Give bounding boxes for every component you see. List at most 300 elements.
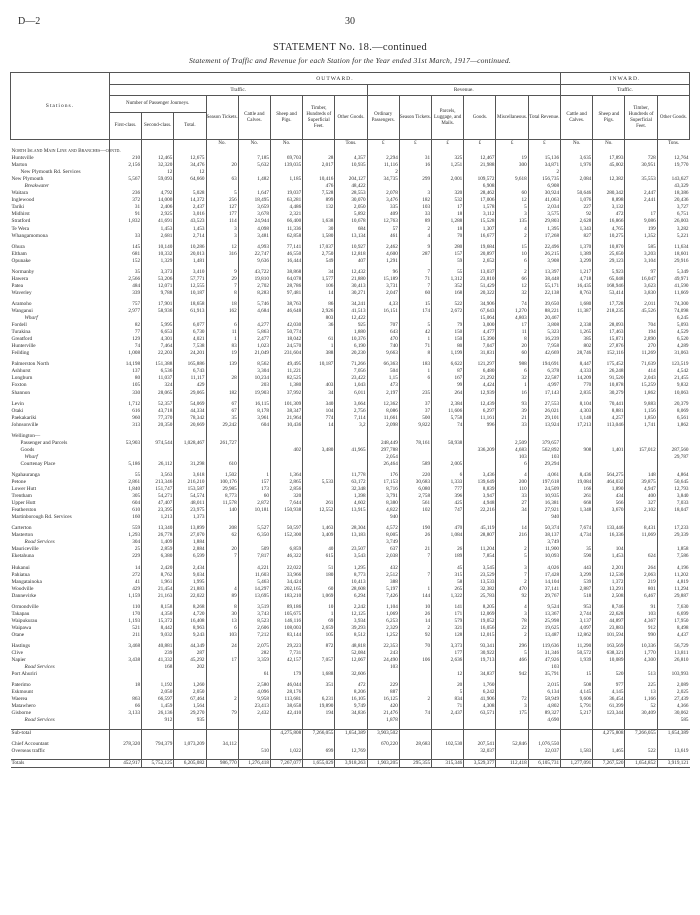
value-cell: 6,350: [238, 532, 270, 539]
value-cell: 1,580: [303, 233, 335, 240]
value-cell: 52,846: [496, 741, 528, 748]
value-cell: 339: [109, 290, 141, 297]
value-cell: 7,056: [335, 368, 367, 375]
value-cell: 23,422: [335, 375, 367, 382]
table-row: [11, 671, 690, 678]
header-passenger-journeys: Number of Passenger Journeys.: [109, 96, 206, 113]
value-cell: 4,367: [625, 618, 657, 625]
value-cell: [561, 454, 593, 461]
value-cell: 6: [206, 625, 238, 632]
value-cell: 1,069: [303, 593, 335, 600]
value-cell: 13,037: [464, 269, 496, 276]
value-cell: 3: [496, 565, 528, 572]
value-cell: 97: [625, 269, 657, 276]
value-cell: 34,836: [335, 710, 367, 717]
station-name: Masterton: [11, 532, 33, 539]
value-cell: 8,963: [174, 625, 206, 632]
value-cell: 14,209: [561, 375, 593, 382]
table-row: [11, 244, 690, 251]
value-cell: [399, 565, 431, 572]
value-cell: 5: [496, 553, 528, 560]
value-cell: [432, 729, 464, 737]
value-cell: 52: [625, 703, 657, 710]
value-cell: 6,730: [174, 329, 206, 336]
table-row: [11, 269, 690, 276]
station-name: Overseas traffic: [11, 747, 46, 754]
value-cell: 1,840: [109, 486, 141, 493]
value-cell: 5,186: [109, 461, 141, 468]
table-row: [11, 422, 690, 429]
value-cell: 41,332: [142, 657, 174, 664]
value-cell: 14,372: [174, 197, 206, 204]
value-cell: [464, 169, 496, 176]
value-cell: 1: [399, 368, 431, 375]
value-cell: 10,181: [238, 507, 270, 514]
value-cell: 1,307: [464, 226, 496, 233]
value-cell: [528, 148, 560, 155]
value-cell: 53,903: [109, 440, 141, 447]
value-cell: 6,077: [174, 322, 206, 329]
value-cell: [270, 664, 302, 671]
value-cell: 103,993: [657, 671, 689, 678]
value-cell: 3,359: [238, 657, 270, 664]
header-cattle-inward: Cattle and Calves.: [561, 96, 593, 140]
value-cell: 2,628: [561, 218, 593, 225]
value-cell: 17,728: [593, 301, 625, 308]
value-cell: 22,138: [528, 290, 560, 297]
value-cell: 15,528: [464, 218, 496, 225]
value-cell: 643: [367, 329, 399, 336]
value-cell: 7,630: [657, 604, 689, 611]
value-cell: 801: [625, 586, 657, 593]
value-cell: 2,015: [528, 682, 560, 689]
value-cell: 7: [399, 283, 431, 290]
value-cell: 2,462: [367, 244, 399, 251]
value-cell: 6,599: [174, 553, 206, 560]
value-cell: 500: [399, 415, 431, 422]
value-cell: 1,252: [367, 632, 399, 639]
value-cell: [367, 183, 399, 190]
value-cell: 11,161: [464, 415, 496, 422]
value-cell: 16,056: [464, 625, 496, 632]
value-cell: 12: [206, 244, 238, 251]
value-cell: [625, 148, 657, 155]
value-cell: 6,622: [432, 361, 464, 368]
value-cell: [335, 514, 367, 521]
value-cell: 1,276,418: [238, 759, 270, 767]
value-cell: 6,536: [142, 368, 174, 375]
value-cell: 12,465: [142, 155, 174, 162]
table-row: [11, 233, 690, 240]
value-cell: 29,101: [528, 415, 560, 422]
value-cell: 1,453: [142, 226, 174, 233]
value-cell: 12,069: [464, 611, 496, 618]
value-cell: 532: [432, 197, 464, 204]
value-cell: 872: [303, 643, 335, 650]
value-cell: 17,463: [593, 329, 625, 336]
value-cell: 2,043: [625, 375, 657, 382]
station-name: Clive: [11, 650, 23, 657]
value-cell: 105,675: [270, 611, 302, 618]
value-cell: [496, 689, 528, 696]
value-cell: [109, 671, 141, 678]
value-cell: 9,524: [528, 604, 560, 611]
value-cell: 7,212: [238, 632, 270, 639]
value-cell: 150: [432, 329, 464, 336]
value-cell: 33: [496, 493, 528, 500]
value-cell: 429: [109, 586, 141, 593]
value-cell: [367, 148, 399, 155]
value-cell: 8,380: [367, 500, 399, 507]
header-traffic: Traffic.: [109, 85, 367, 96]
value-cell: 41,063: [528, 197, 560, 204]
value-cell: 4,350: [142, 611, 174, 618]
value-cell: 4,026: [528, 565, 560, 572]
value-cell: 1,680: [561, 301, 593, 308]
value-cell: 1,638: [303, 218, 335, 225]
value-cell: 49,971: [657, 276, 689, 283]
value-cell: 20: [206, 162, 238, 169]
value-cell: 2,338: [561, 322, 593, 329]
unit-cell: No.: [270, 140, 302, 149]
value-cell: [432, 514, 464, 521]
value-cell: [174, 454, 206, 461]
table-row: [11, 703, 690, 710]
value-cell: 173: [238, 486, 270, 493]
value-cell: [432, 664, 464, 671]
value-cell: 74: [399, 710, 431, 717]
value-cell: 18: [432, 211, 464, 218]
value-cell: 7,426: [367, 593, 399, 600]
value-cell: 1,104: [367, 604, 399, 611]
value-cell: 55: [432, 269, 464, 276]
value-cell: [303, 169, 335, 176]
value-cell: [625, 546, 657, 553]
value-cell: 24,490: [367, 657, 399, 664]
value-cell: 41: [109, 579, 141, 586]
value-cell: 10,935: [528, 493, 560, 500]
station-name: New Plymouth Rd. Services: [20, 169, 81, 176]
value-cell: 46,322: [270, 553, 302, 560]
value-cell: 38,448: [528, 276, 560, 283]
value-cell: 7,266,055: [625, 729, 657, 737]
value-cell: 10: [303, 604, 335, 611]
station-name: Normanby: [11, 268, 35, 275]
value-cell: 8,498: [657, 625, 689, 632]
document-page: [10, 14, 690, 909]
value-cell: 3,670: [593, 507, 625, 514]
table-row: [11, 748, 690, 755]
value-cell: 10,376: [335, 336, 367, 343]
value-cell: 2: [399, 696, 431, 703]
value-cell: 22,587: [528, 375, 560, 382]
value-cell: [303, 664, 335, 671]
station-name: Shannon: [11, 389, 31, 396]
value-cell: 248,449: [367, 440, 399, 447]
value-cell: 1,395: [528, 226, 560, 233]
value-cell: 74,098: [657, 308, 689, 315]
value-cell: 509: [238, 546, 270, 553]
value-cell: 6: [496, 258, 528, 265]
value-cell: 30,271: [335, 290, 367, 297]
value-cell: 2,659: [303, 625, 335, 632]
value-cell: 3,659: [238, 204, 270, 211]
value-cell: 71,266: [335, 361, 367, 368]
value-cell: [657, 514, 689, 521]
value-cell: 300: [496, 162, 528, 169]
value-cell: 7: [399, 572, 431, 579]
value-cell: 128: [432, 632, 464, 639]
value-cell: [367, 315, 399, 322]
value-cell: 521: [109, 625, 141, 632]
value-cell: 63,281: [270, 197, 302, 204]
value-cell: 7,854: [464, 553, 496, 560]
table-row: [11, 717, 690, 724]
value-cell: 79: [206, 710, 238, 717]
value-cell: 12,862: [561, 632, 593, 639]
value-cell: 103: [528, 664, 560, 671]
value-cell: 1,903,205: [367, 759, 399, 767]
value-cell: 50,374: [528, 525, 560, 532]
value-cell: 151,747: [142, 486, 174, 493]
value-cell: [496, 539, 528, 546]
value-cell: 4,802: [528, 703, 560, 710]
value-cell: 45,292: [174, 657, 206, 664]
value-cell: 194,691: [528, 361, 560, 368]
value-cell: 31,346: [528, 650, 560, 657]
value-cell: 2,321: [270, 211, 302, 218]
value-cell: 7,674: [561, 525, 593, 532]
value-cell: 1,073,209: [174, 741, 206, 748]
value-cell: [206, 664, 238, 671]
value-cell: 216,210: [174, 479, 206, 486]
header-total-revenue: Total Revenue.: [528, 96, 560, 140]
value-cell: 6,190: [335, 343, 367, 350]
value-cell: 2,011: [625, 301, 657, 308]
value-cell: 1: [399, 586, 431, 593]
value-cell: 29,985: [206, 486, 238, 493]
station-name: Waverley: [11, 289, 32, 296]
value-cell: 16,105: [335, 696, 367, 703]
value-cell: 16,047: [625, 276, 657, 283]
value-cell: 10,187: [303, 361, 335, 368]
value-cell: 220: [399, 472, 431, 479]
value-cell: 1,352: [625, 233, 657, 240]
value-cell: 3,299: [561, 258, 593, 265]
station-name: Hunterville: [11, 343, 36, 350]
station-name: Pahiatua: [11, 571, 30, 578]
value-cell: 18,047: [657, 507, 689, 514]
value-cell: 170: [109, 611, 141, 618]
value-cell: 2,001: [432, 176, 464, 183]
value-cell: 29,767: [528, 593, 560, 600]
value-cell: 11,269: [625, 350, 657, 357]
value-cell: 19,890: [303, 703, 335, 710]
value-cell: 47,407: [142, 500, 174, 507]
value-cell: 3,840: [657, 493, 689, 500]
value-cell: [238, 454, 270, 461]
value-cell: 7: [399, 553, 431, 560]
value-cell: 3,104: [625, 258, 657, 265]
value-cell: 48,818: [335, 643, 367, 650]
value-cell: 39: [496, 408, 528, 415]
value-cell: 321: [432, 625, 464, 632]
value-cell: 32: [496, 375, 528, 382]
value-cell: 3,299: [561, 572, 593, 579]
value-cell: 4,308: [464, 703, 496, 710]
value-cell: 58: [432, 579, 464, 586]
value-cell: 13,291: [593, 586, 625, 593]
value-cell: 34: [303, 390, 335, 397]
value-cell: 3,918,263: [335, 759, 367, 767]
value-cell: 43,329: [657, 183, 689, 190]
value-cell: 59,093: [142, 176, 174, 183]
value-cell: 20,897: [464, 251, 496, 258]
value-cell: 8,158: [142, 604, 174, 611]
value-cell: 17,153: [367, 479, 399, 486]
value-cell: 14: [496, 525, 528, 532]
value-cell: 585: [657, 717, 689, 724]
value-cell: 31: [109, 204, 141, 211]
value-cell: 6,080: [399, 486, 431, 493]
value-cell: 3,808: [528, 322, 560, 329]
value-cell: 20: [496, 343, 528, 350]
value-cell: 960: [109, 415, 141, 422]
value-cell: [335, 169, 367, 176]
station-name: Takapau: [11, 610, 30, 617]
value-cell: [496, 729, 528, 737]
value-cell: 21,292: [464, 375, 496, 382]
value-cell: 12,382: [593, 176, 625, 183]
value-cell: 16,239: [528, 336, 560, 343]
value-cell: 41,965: [335, 447, 367, 454]
table-row: [11, 525, 690, 532]
station-name: Foxton: [11, 382, 27, 389]
value-cell: 49,495: [270, 361, 302, 368]
value-cell: 470: [432, 525, 464, 532]
value-cell: 29,339: [657, 532, 689, 539]
value-cell: 1,148: [561, 415, 593, 422]
value-cell: 127: [206, 204, 238, 211]
value-cell: 336,209: [464, 447, 496, 454]
header-timber-inward: Timber, Hundreds of Superficial Feet.: [625, 96, 657, 140]
value-cell: 4,303: [561, 408, 593, 415]
value-cell: 4,096: [238, 689, 270, 696]
value-cell: 89,327: [528, 710, 560, 717]
value-cell: 78,342: [174, 415, 206, 422]
table-row: [11, 308, 690, 315]
value-cell: [464, 440, 496, 447]
value-cell: 616: [109, 408, 141, 415]
value-cell: 14: [109, 565, 141, 572]
value-cell: 4,301: [142, 336, 174, 343]
value-cell: 3,480: [303, 447, 335, 454]
value-cell: 2,063: [625, 572, 657, 579]
value-cell: 74,300: [657, 301, 689, 308]
unit-cell: [625, 140, 657, 149]
station-name: Te Wera: [11, 225, 29, 232]
table-row: [11, 343, 690, 350]
value-cell: 8,005: [367, 532, 399, 539]
value-cell: 11,037: [142, 375, 174, 382]
value-cell: 106: [303, 283, 335, 290]
value-cell: [432, 447, 464, 454]
value-cell: 9,883: [625, 401, 657, 408]
value-cell: 7,185: [238, 155, 270, 162]
value-cell: 1,185: [270, 176, 302, 183]
station-name: Tariki: [11, 204, 25, 211]
value-cell: 153,587: [174, 486, 206, 493]
value-cell: [174, 433, 206, 440]
value-cell: 43,718: [142, 408, 174, 415]
value-cell: 3,749: [367, 539, 399, 546]
value-cell: 5,567: [109, 176, 141, 183]
value-cell: [206, 169, 238, 176]
value-cell: 6,380: [142, 553, 174, 560]
value-cell: [303, 329, 335, 336]
value-cell: 109,572: [464, 176, 496, 183]
value-cell: 282: [238, 650, 270, 657]
value-cell: 65,048: [593, 276, 625, 283]
table-row: [11, 204, 690, 211]
value-cell: 564,275: [593, 472, 625, 479]
value-cell: 508: [561, 682, 593, 689]
value-cell: 2,434: [174, 565, 206, 572]
value-cell: 3,618: [174, 472, 206, 479]
value-cell: 9,958: [238, 696, 270, 703]
value-cell: 3,476: [367, 197, 399, 204]
value-cell: 163,569: [593, 643, 625, 650]
value-cell: 470: [496, 586, 528, 593]
value-cell: 2,084: [561, 176, 593, 183]
value-cell: [303, 433, 335, 440]
value-cell: 299: [399, 176, 431, 183]
value-cell: [432, 454, 464, 461]
value-cell: 21,454: [142, 586, 174, 593]
value-cell: [464, 433, 496, 440]
value-cell: [593, 539, 625, 546]
value-cell: 12,763: [367, 218, 399, 225]
value-cell: 327: [625, 500, 657, 507]
value-cell: 3,519: [238, 604, 270, 611]
value-cell: 7,266,055: [303, 729, 335, 737]
value-cell: 177: [432, 650, 464, 657]
value-cell: 25,783: [464, 593, 496, 600]
station-name: Breakwater: [24, 183, 50, 190]
value-cell: 8,523: [238, 618, 270, 625]
value-cell: 1,583: [561, 748, 593, 755]
value-cell: 22,216: [464, 507, 496, 514]
value-cell: 4,275,808: [270, 729, 302, 737]
value-cell: 510: [238, 748, 270, 755]
value-cell: 1,939: [561, 657, 593, 664]
value-cell: 4,061: [528, 472, 560, 479]
value-cell: [109, 315, 141, 322]
value-cell: [206, 579, 238, 586]
value-cell: 372: [109, 197, 141, 204]
value-cell: 988: [496, 361, 528, 368]
value-cell: 1,270: [496, 308, 528, 315]
value-cell: [464, 664, 496, 671]
value-cell: 1,008: [109, 350, 141, 357]
station-name: Johnsonville: [11, 421, 39, 428]
value-cell: [270, 183, 302, 190]
value-cell: 1,850: [625, 415, 657, 422]
value-cell: 29,803: [528, 218, 560, 225]
station-name: Stratford: [11, 218, 31, 225]
value-cell: 12: [496, 283, 528, 290]
value-cell: 38,137: [528, 532, 560, 539]
